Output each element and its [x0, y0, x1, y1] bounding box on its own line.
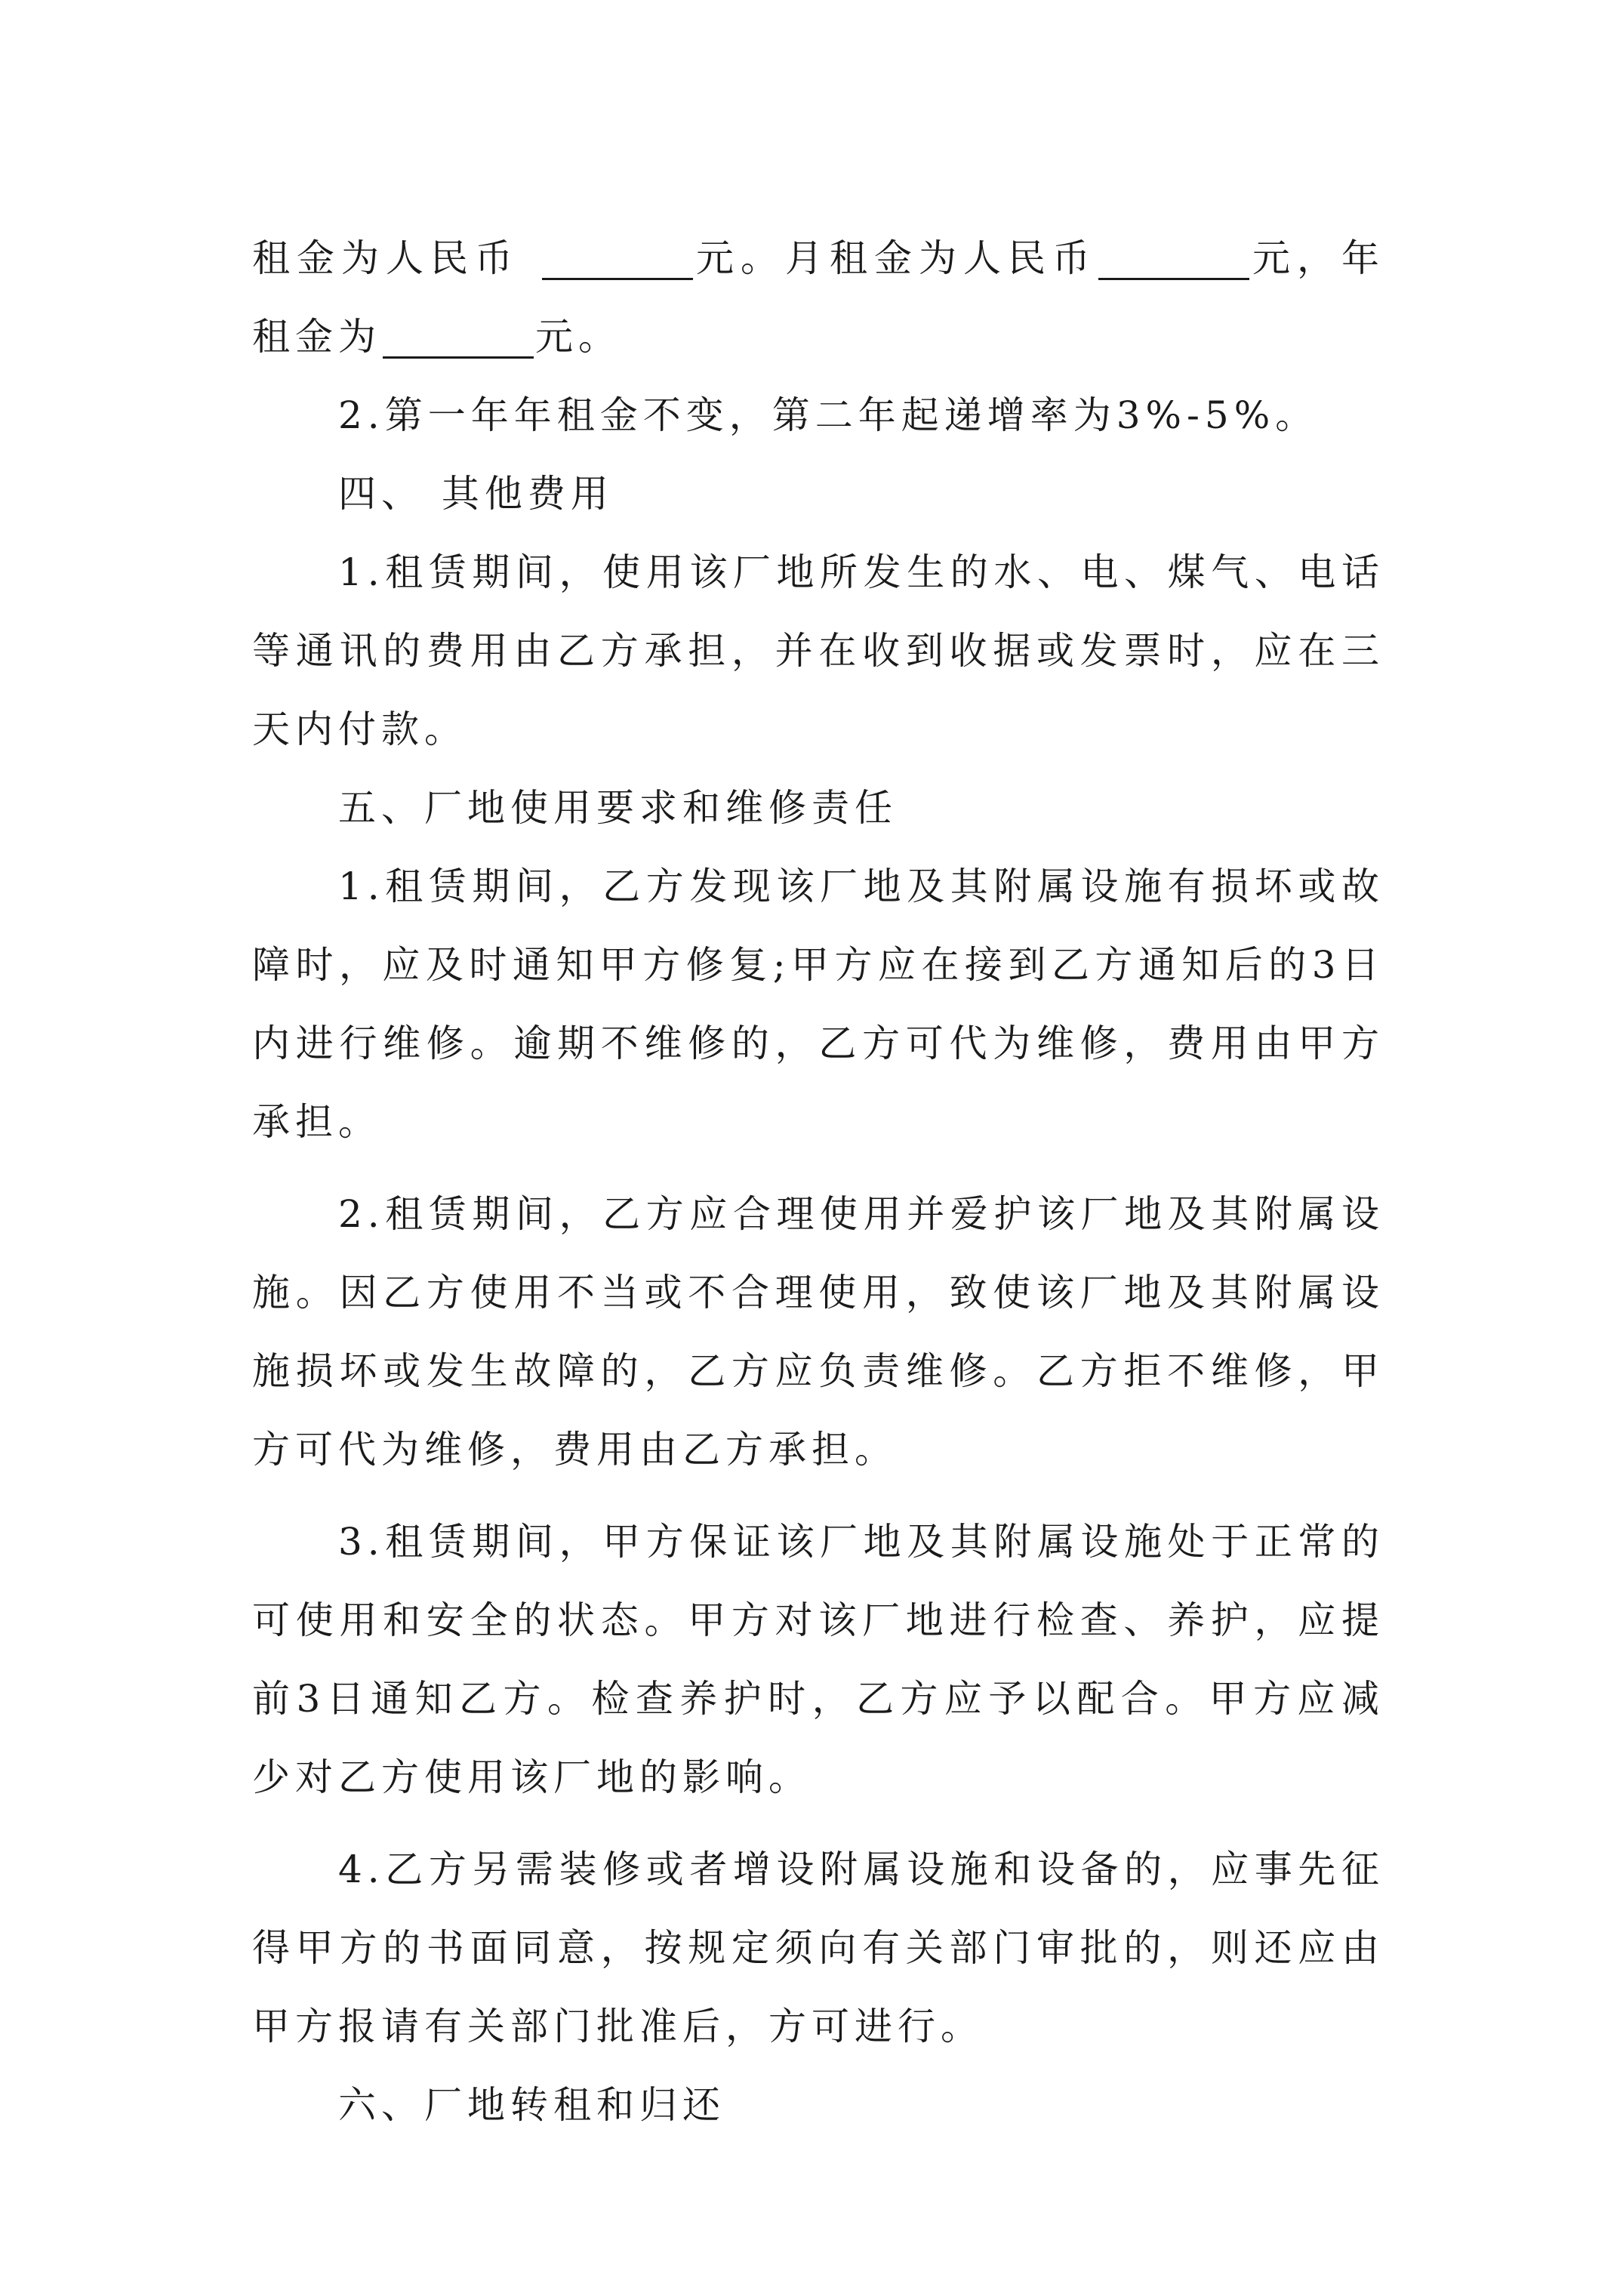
section-heading-usage-maintenance: 五、厂地使用要求和维修责任	[338, 786, 898, 830]
clause-rent-increase: 2.第一年年租金不变，第二年起递增率为3%-5%。	[338, 393, 1319, 437]
clause-maintenance-2: 2.租赁期间，乙方应合理使用并爱护该厂地及其附属设施。因乙方使用不当或不合理使用，致使该厂地及其附属设施损坏或发生故障的，乙方应负责维修。乙方拒不维修，甲方可代为维修，费用由乙方承担。	[252, 1192, 1384, 1472]
rent-text-1: 租金为人民币	[252, 236, 519, 280]
rent-text-3: 元，年租金为	[252, 236, 1384, 359]
rent-blank-1	[542, 239, 693, 280]
rent-blank-3	[383, 317, 534, 359]
document-page	[252, 219, 1384, 2144]
clause-utility-fees: 1.租赁期间，使用该厂地所发生的水、电、煤气、电话等通讯的费用由乙方承担，并在收到收据或发票时，应在三天内付款。	[252, 550, 1384, 751]
clause-maintenance-3: 3.租赁期间，甲方保证该厂地及其附属设施处于正常的可使用和安全的状态。甲方对该厂地进行检查、养护，应提前3日通知乙方。检查养护时，乙方应予以配合。甲方应减少对乙方使用该厂地的影响。	[252, 1520, 1384, 1799]
section-heading-other-fees: 四、 其他费用	[338, 472, 614, 516]
rent-text-2: 元。月租金为人民币	[694, 236, 1097, 280]
rent-text-4: 元。	[535, 315, 621, 359]
clause-maintenance-4: 4.乙方另需装修或者增设附属设施和设备的，应事先征得甲方的书面同意，按规定须向有关部门审批的，则还应由甲方报请有关部门批准后，方可进行。	[252, 1848, 1384, 2048]
clause-maintenance-1: 1.租赁期间，乙方发现该厂地及其附属设施有损坏或故障时，应及时通知甲方修复;甲方应在接到乙方通知后的3日内进行维修。逾期不维修的，乙方可代为维修，费用由甲方承担。	[252, 864, 1384, 1144]
section-heading-sublease-return: 六、厂地转租和归还	[338, 2083, 725, 2127]
rent-amount-paragraph	[252, 219, 1384, 376]
rent-blank-2	[1098, 239, 1249, 280]
